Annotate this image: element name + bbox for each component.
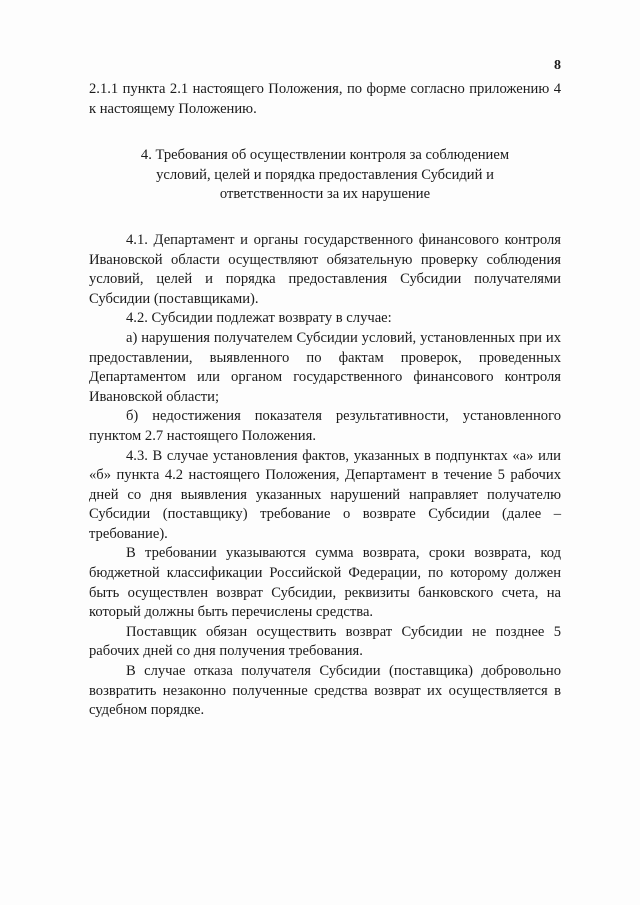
section-heading-line-1: 4. Требования об осуществлении контроля за соблюдением bbox=[140, 147, 510, 164]
section-heading bbox=[89, 146, 561, 205]
paragraph-supplier-obligation: Поставщик обязан осуществить возврат Субсидии не позднее 5 рабочих дней со дня получения требования. bbox=[89, 623, 561, 660]
paragraph-4-1: 4.1. Департамент и органы государственного финансового контроля Ивановской области осуществляют обязательную проверку соблюдения условий, целей и порядка предоставления Субсидии получателями Субсидии (поставщиками). bbox=[89, 231, 561, 307]
intro-continuation: 2.1.1 пункта 2.1 настоящего Положения, по форме согласно приложению 4 к настоящему Положению. bbox=[89, 81, 561, 117]
paragraph-4-2-a: а) нарушения получателем Субсидии условий, установленных при их предоставлении, выявленного по фактам проверок, проведенных Департаментом или органом государственного финансового контроля Ивановской области; bbox=[89, 329, 561, 405]
paragraph-4-3: 4.3. В случае установления фактов, указанных в подпунктах «а» или «б» пункта 4.2 настоящего Положения, Департамент в течение 5 рабочих дней со дня выявления указанных нарушений направляет получателю Субсидии (поставщику) требование о возврате Субсидии (далее – требование). bbox=[89, 447, 561, 542]
paragraph-requirement-details: В требовании указываются сумма возврата, сроки возврата, код бюджетной классификации Российской Федерации, по которому должен быть осуществлен возврат Субсидии, реквизиты банковского счета, на который должны быть перечислены средства. bbox=[89, 545, 561, 621]
section-heading-line-2: условий, целей и порядка предоставления Субсидий и bbox=[156, 166, 494, 183]
paragraph-4-2: 4.2. Субсидии подлежат возврату в случае: bbox=[126, 310, 392, 327]
page-number: 8 bbox=[554, 58, 561, 73]
document-body bbox=[89, 80, 561, 721]
section-heading-line-3: ответственности за их нарушение bbox=[219, 186, 431, 203]
paragraph-4-2-b: б) недостижения показателя результативности, установленного пунктом 2.7 настоящего Положения. bbox=[89, 408, 561, 444]
paragraph-refusal: В случае отказа получателя Субсидии (поставщика) добровольно возвратить незаконно полученные средства возврат их осуществляется в судебном порядке. bbox=[89, 663, 561, 719]
